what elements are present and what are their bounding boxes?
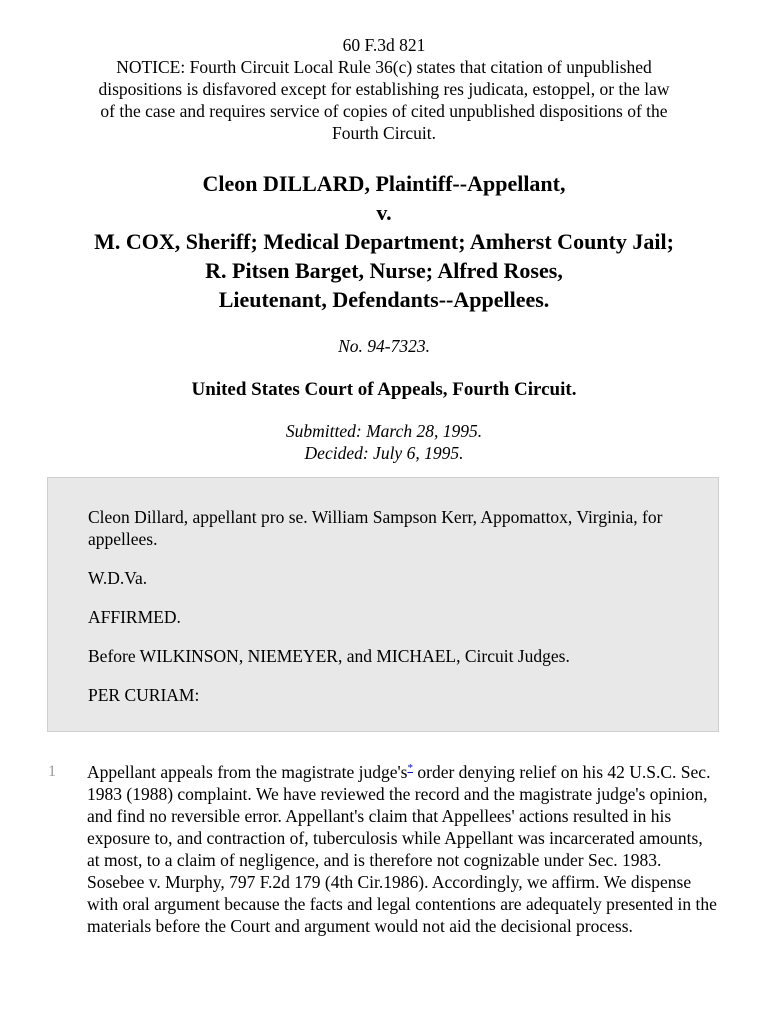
caption-line: v. [376, 200, 392, 225]
disposition-text: AFFIRMED. [88, 607, 181, 627]
paragraph-number: 1 [48, 763, 56, 780]
caption-line: M. COX, Sheriff; Medical Department; Amherst County Jail; [94, 229, 674, 254]
district-text: W.D.Va. [88, 568, 148, 588]
docket-number: No. 94-7323. [338, 336, 430, 356]
notice-line: dispositions is disfavored except for establishing res judicata, estoppel, or the law [98, 79, 670, 99]
paragraph-text-rest: order denying relief on his 42 U.S.C. Sec. 1983 (1988) complaint. We have reviewed the record and the magistrate judge's opinion, and find no reversible error. Appellant's claim that Appellees' actions resulted in his exposure to, and contraction of, tuberculosis while Appellant was incarcerated amounts, at most, to a claim of negligence, and is therefore not cognizable under Sec. 1983. Sosebee v. Murphy, 797 F.2d 179 (4th Cir.1986). Accordingly, we affirm. We dispense with oral argument because the facts and legal contentions are adequately presented in the materials before the Court and argument would not aid the decisional process. [87, 762, 717, 936]
document-header [0, 0, 768, 144]
decided-date: Decided: July 6, 1995. [304, 443, 464, 463]
submitted-date: Submitted: March 28, 1995. [285, 421, 483, 441]
caption-line: Cleon DILLARD, Plaintiff--Appellant, [202, 171, 566, 196]
citation: 60 F.3d 821 [342, 35, 426, 55]
author-text: PER CURIAM: [88, 685, 200, 705]
case-dates [0, 420, 768, 464]
case-caption [0, 169, 768, 314]
caption-line: R. Pitsen Barget, Nurse; Alfred Roses, [205, 258, 563, 283]
notice-line: NOTICE: Fourth Circuit Local Rule 36(c) states that citation of unpublished [116, 57, 652, 77]
footnote-link[interactable]: * [407, 762, 413, 775]
opinion-paragraph [0, 761, 768, 937]
court-name: United States Court of Appeals, Fourth Circuit. [191, 379, 577, 400]
notice-line: of the case and requires service of copies of cited unpublished dispositions of the [100, 101, 668, 121]
caption-line: Lieutenant, Defendants--Appellees. [218, 287, 550, 312]
case-summary-box [47, 477, 719, 732]
counsel-text: Cleon Dillard, appellant pro se. William Sampson Kerr, Appomattox, Virginia, for appellees. [88, 507, 663, 549]
notice-line: Fourth Circuit. [331, 123, 437, 143]
paragraph-text-start: Appellant appeals from the magistrate judge's [87, 762, 408, 782]
panel-text: Before WILKINSON, NIEMEYER, and MICHAEL, Circuit Judges. [88, 646, 570, 666]
paragraph-text [87, 761, 717, 937]
